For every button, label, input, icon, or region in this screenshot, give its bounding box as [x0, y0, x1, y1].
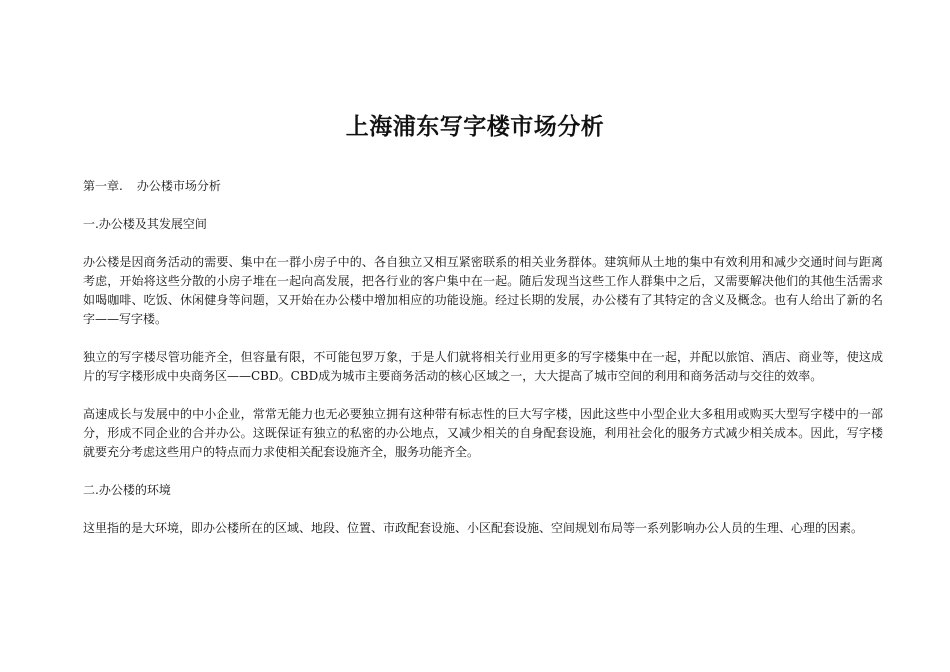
document-title: 上海浦东写字楼市场分析 — [345, 113, 605, 140]
chapter-title: 办公楼市场分析 — [136, 179, 221, 193]
chapter-label: 第一章. — [83, 179, 123, 193]
chapter-heading — [83, 177, 883, 196]
body-paragraph: 办公楼是因商务活动的需要、集中在一群小房子中的、各自独立又相互紧密联系的相关业务群体。建筑师从土地的集中有效利用和减少交通时间与距离考虑，开始将这些分散的小房子堆在一起向高发展，把各行业的客户集中在一起。随后发现当这些工作人群集中之后，又需要解决他们的其他生活需求如喝咖啡、吃饭、休闲健身等问题，又开始在办公楼中增加相应的功能设施。经过长期的发展，办公楼有了其特定的含义及概念。也有人给出了新的名字——写字楼。 — [83, 255, 883, 326]
section-heading-2: 二.办公楼的环境 — [83, 483, 171, 497]
body-paragraph: 这里指的是大环境，即办公楼所在的区域、地段、位置、市政配套设施、小区配套设施、空间规划布局等一系列影响办公人员的生理、心理的因素。 — [83, 521, 864, 535]
section-heading-1: 一.办公楼及其发展空间 — [83, 217, 207, 231]
document-body — [83, 177, 883, 538]
body-paragraph: 独立的写字楼尽管功能齐全，但容量有限，不可能包罗万象，于是人们就将相关行业用更多的写字楼集中在一起，并配以旅馆、酒店、商业等，使这成片的写字楼形成中央商务区——CBD。CBD成为城市主要商务活动的核心区域之一，大大提高了城市空间的利用和商务活动与交往的效率。 — [83, 350, 883, 383]
body-paragraph: 高速成长与发展中的中小企业，常常无能力也无必要独立拥有这种带有标志性的巨大写字楼，因此这些中小型企业大多租用或购买大型写字楼中的一部分，形成不同企业的合并办公。这既保证有独立的私密的办公地点，又减少相关的自身配套设施，利用社会化的服务方式减少相关成本。因此，写字楼就要充分考虑这些用户的特点而力求使相关配套设施齐全，服务功能齐全。 — [83, 407, 883, 459]
